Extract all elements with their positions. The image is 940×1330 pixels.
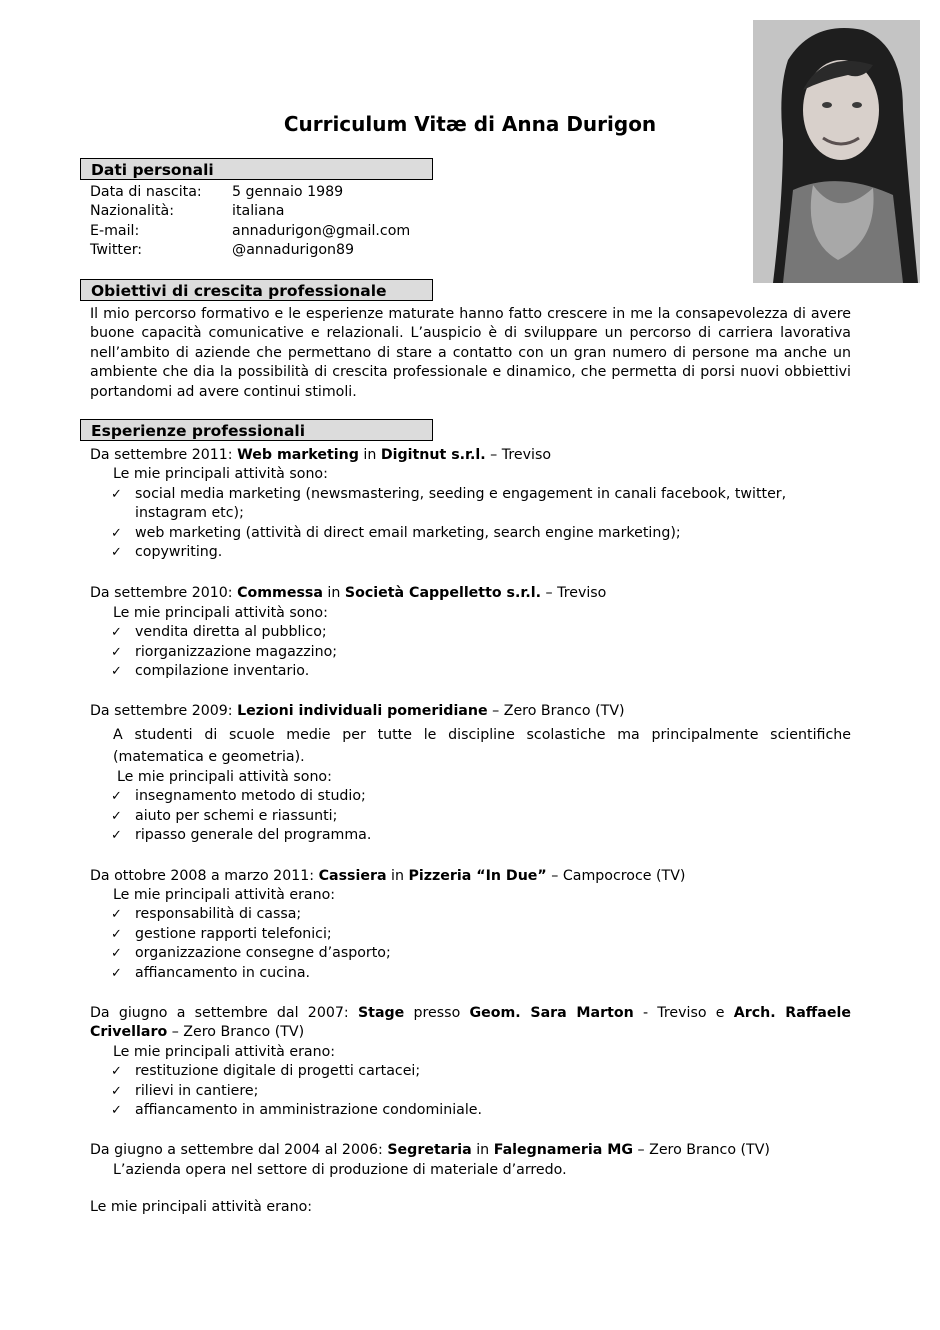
job-header-text: – Treviso — [541, 585, 607, 602]
personal-data-value: annadurigon@gmail.com — [232, 222, 411, 239]
portrait-photo — [753, 20, 920, 283]
personal-data-row — [90, 241, 410, 260]
personal-data-rows — [90, 183, 410, 261]
check-icon: ✓ — [111, 965, 122, 981]
check-icon: ✓ — [111, 789, 122, 805]
job-header-text: in — [386, 867, 409, 884]
job-entry — [90, 1141, 851, 1180]
job-header-strong: Web marketing — [237, 447, 359, 463]
job-header — [90, 702, 851, 721]
personal-data-table — [90, 183, 410, 261]
job-entry — [90, 1004, 851, 1120]
job-activity-text: insegnamento metodo di studio; — [135, 788, 366, 805]
check-icon: ✓ — [111, 926, 122, 942]
section-heading-experience: Esperienze professionali — [80, 419, 433, 441]
job-description: L’azienda opera nel settore di produzione di materiale d’arredo. — [113, 1161, 567, 1178]
job-entry — [90, 867, 851, 983]
job-activity-item — [111, 787, 851, 806]
personal-data-value: 5 gennaio 1989 — [232, 184, 344, 200]
personal-data-value: italiana — [232, 203, 285, 220]
check-icon: ✓ — [111, 625, 122, 641]
job-activity-text: gestione rapporti telefonici; — [135, 925, 332, 942]
job-activities-list — [90, 1062, 851, 1120]
job-header-strong: Commessa — [237, 585, 323, 602]
personal-data-label: Nazionalità: — [90, 203, 174, 220]
check-icon: ✓ — [111, 486, 122, 502]
job-activity-item — [111, 524, 851, 543]
job-header-text: Da giugno a settembre dal 2004 al 2006: — [90, 1142, 388, 1159]
job-activities-list — [90, 485, 851, 563]
job-header-strong: Digitnut s.r.l. — [380, 447, 486, 463]
job-header — [90, 584, 851, 603]
job-activity-item — [111, 1082, 851, 1101]
check-icon: ✓ — [111, 808, 122, 824]
job-activity-item — [111, 925, 851, 944]
check-icon: ✓ — [111, 644, 122, 660]
job-header — [90, 1004, 851, 1043]
job-activity-text: aiuto per schemi e riassunti; — [135, 807, 338, 824]
job-activity-text: restituzione digitale di progetti cartacei; — [135, 1063, 421, 1080]
job-header-strong: Lezioni individuali pomeridiane — [237, 703, 488, 720]
job-activity-text: social media marketing (newsmastering, seeding e engagement in canali facebook, twitter, instagram etc); — [135, 485, 787, 522]
job-activity-text: responsabilità di cassa; — [135, 906, 302, 923]
check-icon: ✓ — [111, 946, 122, 962]
job-header-text: Da giugno a settembre dal 2007: — [90, 1004, 358, 1021]
job-activity-item — [111, 826, 851, 845]
job-activity-item — [111, 807, 851, 826]
job-activities-list — [90, 905, 851, 983]
job-activity-text: web marketing (attività di direct email marketing, search engine marketing); — [135, 524, 681, 541]
job-header-strong: Cassiera — [318, 867, 387, 884]
job-entry — [90, 584, 851, 681]
check-icon: ✓ — [111, 545, 122, 561]
check-icon: ✓ — [111, 1083, 122, 1099]
job-header-text: Da ottobre 2008 a marzo 2011: — [90, 867, 319, 884]
check-icon: ✓ — [111, 907, 122, 923]
job-header-text: – Zero Branco (TV) — [487, 703, 625, 720]
job-activity-item — [111, 643, 851, 662]
job-activity-item — [111, 905, 851, 924]
check-icon: ✓ — [111, 828, 122, 844]
job-header-text: Da settembre 2009: — [90, 703, 238, 720]
job-header-text: in — [471, 1142, 494, 1159]
job-header-strong: Società Cappelletto s.r.l. — [344, 585, 541, 602]
job-activities-intro: Le mie principali attività sono: — [117, 768, 332, 785]
personal-data-row — [90, 202, 410, 221]
job-header-text: presso — [404, 1004, 470, 1021]
job-activity-text: affiancamento in cucina. — [135, 964, 311, 981]
job-header-text: Da settembre 2011: — [90, 447, 238, 463]
job-activity-text: organizzazione consegne d’asporto; — [135, 945, 391, 962]
job-header-strong: Stage — [357, 1004, 405, 1021]
check-icon: ✓ — [111, 1102, 122, 1118]
job-activity-text: copywriting. — [135, 544, 223, 561]
job-entry — [90, 446, 851, 562]
job-header-strong: Pizzeria “In Due” — [408, 867, 547, 884]
job-header — [90, 446, 851, 465]
final-activities-intro: Le mie principali attività erano: — [90, 1199, 313, 1216]
job-header-text: – Campocroce (TV) — [546, 867, 686, 884]
job-activities-intro: Le mie principali attività erano: — [113, 886, 336, 903]
job-activity-item — [111, 1062, 851, 1081]
job-header-strong: Arch. Raffaele Crivellaro — [90, 1004, 851, 1041]
job-activity-text: affiancamento in amministrazione condominiale. — [135, 1101, 483, 1118]
page-title: Curriculum Vitæ di Anna Durigon — [283, 112, 657, 136]
job-activity-text: vendita diretta al pubblico; — [135, 624, 327, 641]
job-header-text: in — [358, 447, 381, 463]
job-header-strong: Geom. Sara Marton — [469, 1004, 634, 1021]
experience-list — [90, 446, 851, 1218]
section-heading-personal: Dati personali — [80, 158, 433, 180]
job-activities-list — [90, 623, 851, 681]
personal-data-value: @annadurigon89 — [232, 242, 355, 259]
job-activity-text: riorganizzazione magazzino; — [135, 643, 338, 660]
job-activities-list — [90, 787, 851, 845]
job-activity-item — [111, 964, 851, 983]
job-activity-item — [111, 662, 851, 681]
personal-data-label: E-mail: — [90, 222, 140, 239]
job-activity-item — [111, 623, 851, 642]
job-activity-text: compilazione inventario. — [135, 663, 310, 680]
job-activity-text: ripasso generale del programma. — [135, 827, 372, 844]
check-icon: ✓ — [111, 1064, 122, 1080]
job-header-text: Da settembre 2010: — [90, 585, 238, 602]
job-activity-item — [111, 543, 851, 562]
job-header-text: – Treviso — [485, 447, 552, 463]
job-activity-text: rilievi in cantiere; — [135, 1082, 259, 1099]
personal-data-row — [90, 222, 410, 241]
job-header-text: – Zero Branco (TV) — [633, 1142, 770, 1159]
job-entry — [90, 702, 851, 845]
personal-data-label: Twitter: — [90, 242, 143, 259]
job-header — [90, 1141, 851, 1160]
job-activity-item — [111, 1101, 851, 1120]
job-activity-item — [111, 944, 851, 963]
job-header-text: in — [322, 585, 345, 602]
job-header — [90, 867, 851, 886]
section-heading-objectives: Obiettivi di crescita professionale — [80, 279, 433, 301]
personal-data-label: Data di nascita: — [90, 184, 202, 200]
objectives-text: Il mio percorso formativo e le esperienze maturate hanno fatto crescere in me la consapevolezza di avere buone capacità comunicative e relazionali. L’auspicio è di sviluppare un percorso di carriera lavorativa nell’ambito di aziende che permettano di stare a contatto con un gran numero di persone ma anche un ambiente che dia la possibilità di crescita professionale e dinamico, che permetta di porsi nuovi obbiettivi portandomi ad avere continui stimoli. — [90, 306, 851, 400]
job-header-text: - Treviso e — [633, 1004, 734, 1021]
job-header-text: – Zero Branco (TV) — [167, 1024, 305, 1041]
job-header-strong: Falegnameria MG — [493, 1142, 633, 1159]
job-activities-intro: Le mie principali attività sono: — [113, 466, 328, 483]
job-activity-item — [111, 485, 851, 524]
personal-data-row — [90, 183, 410, 202]
job-description: A studenti di scuole medie per tutte le discipline scolastiche ma principalmente scientifiche (matematica e geometria). — [113, 726, 851, 765]
check-icon: ✓ — [111, 664, 122, 680]
job-header-strong: Segretaria — [387, 1142, 472, 1159]
job-activities-intro: Le mie principali attività erano: — [113, 1043, 336, 1060]
check-icon: ✓ — [111, 525, 122, 541]
job-activities-intro: Le mie principali attività sono: — [113, 604, 328, 621]
